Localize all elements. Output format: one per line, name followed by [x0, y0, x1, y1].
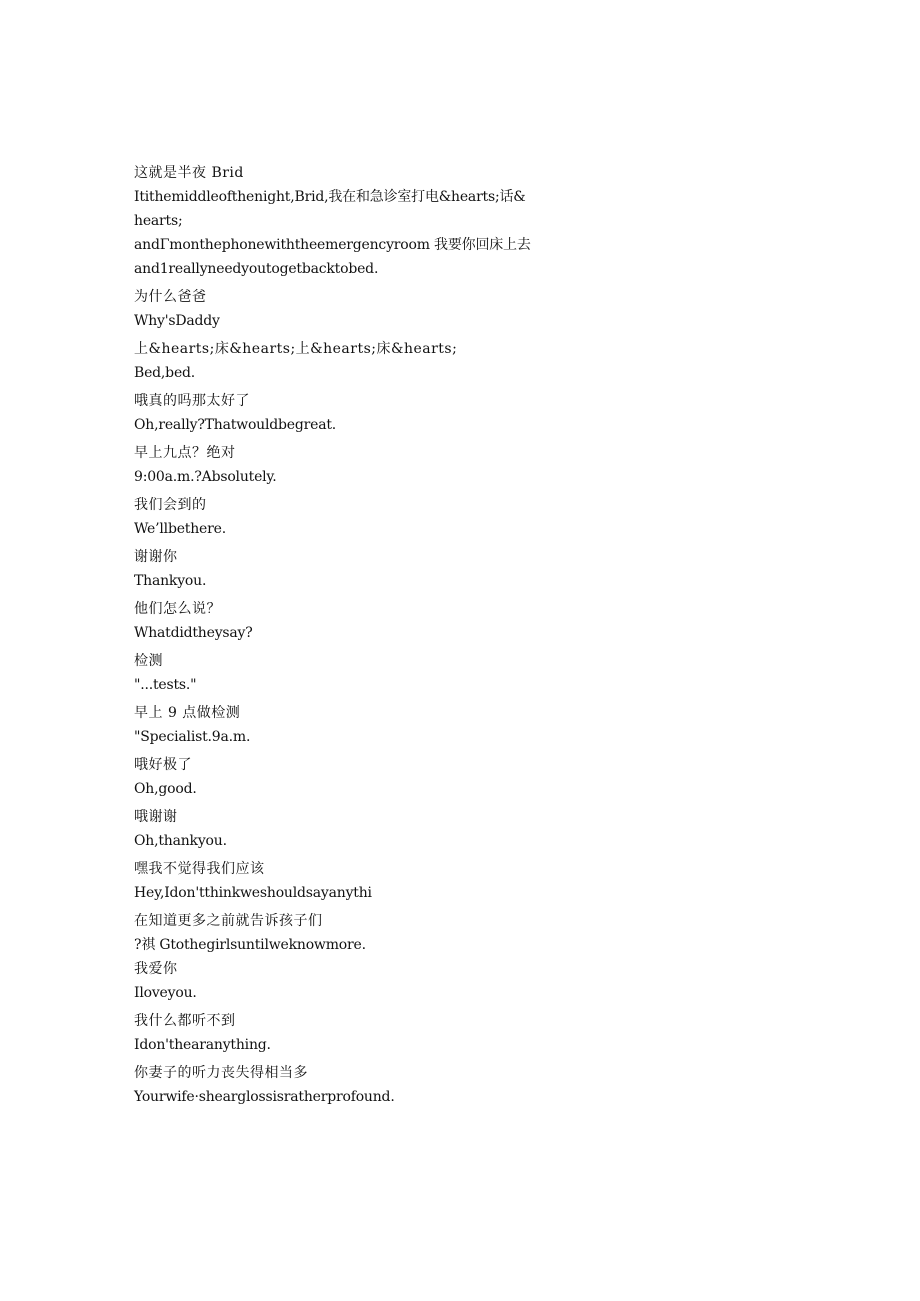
text-line: Itithemiddleofthenight,Brid,我在和急诊室打电&hearts;话&hearts;	[134, 189, 526, 229]
text-line: 哦谢谢	[134, 809, 178, 825]
text-line: "Specialist.9a.m.	[134, 729, 251, 745]
text-line: Hey,Idon'tthinkweshouldsayanythi	[134, 885, 372, 901]
text-line: andΓmonthephonewiththeemergencyroom 我要你回床上去	[134, 237, 531, 253]
text-line: 早上九点？绝对	[134, 445, 236, 461]
text-line: Oh,thankyou.	[134, 833, 227, 849]
text-line: 检测	[134, 653, 163, 669]
text-line: 谢谢你	[134, 549, 178, 565]
text-line: 哦好极了	[134, 757, 192, 773]
text-line: 为什么爸爸	[134, 289, 207, 305]
text-line: Whatdidtheysay?	[134, 625, 253, 641]
text-line: 我爱你	[134, 961, 178, 977]
text-line: "...tests."	[134, 677, 197, 693]
text-line: 早上 9 点做检测	[134, 705, 241, 721]
text-line: Idon'thearanything.	[134, 1037, 271, 1053]
text-line: Oh,good.	[134, 781, 197, 797]
text-line: Thankyou.	[134, 573, 207, 589]
text-line: and1reallyneedyoutogetbacktobed.	[134, 261, 379, 277]
text-line: Iloveyou.	[134, 985, 197, 1001]
text-line: 上&hearts;床&hearts;上&hearts;床&hearts;	[134, 341, 458, 357]
text-line: 9:00a.m.?Absolutely.	[134, 469, 277, 485]
text-line: 我什么都听不到	[134, 1013, 236, 1029]
text-line: We’llbethere.	[134, 521, 226, 537]
text-line: 在知道更多之前就告诉孩子们	[134, 913, 323, 929]
text-line: Why'sDaddy	[134, 313, 220, 329]
document-page	[134, 161, 534, 1109]
text-line: ?祺 Gtothegirlsuntilweknowmore.	[134, 937, 366, 953]
text-line: Yourwife·shearglossisratherprofound.	[134, 1089, 395, 1105]
text-line: 这就是半夜 Brid	[134, 165, 244, 181]
text-line: 嘿我不觉得我们应该	[134, 861, 265, 877]
text-line: Bed,bed.	[134, 365, 196, 381]
text-line: 我们会到的	[134, 497, 207, 513]
text-line: 哦真的吗那太好了	[134, 393, 250, 409]
text-line: Oh,really?Thatwouldbegreat.	[134, 417, 337, 433]
text-line: 他们怎么说？	[134, 601, 221, 617]
text-line: 你妻子的听力丧失得相当多	[134, 1065, 308, 1081]
